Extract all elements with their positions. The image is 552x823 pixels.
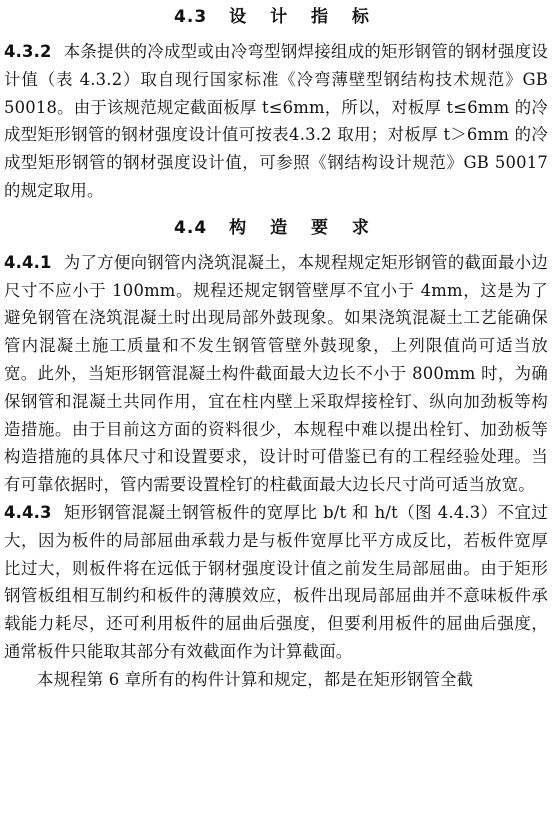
clause-text: 本条提供的冷成型或由冷弯型钢焊接组成的矩形钢管的钢材强度设计值（表 4.3.2）取自现行国家标准《冷弯薄壁型钢结构技术规范》GB 50018。由于该规范规定截面板厚 t≤6mm，所以，对板厚 t≤6mm 的冷成型矩形钢管的钢材强度设计值可按表4.3.2 取用；对板厚 t＞6mm 的冷成型矩形钢管的钢材强度设计值，可参照《钢结构设计规范》GB 50017 的规定取用。 xyxy=(4,42,548,200)
section-title: 构 造 要 求 xyxy=(229,217,378,238)
section-heading-4-3 xyxy=(4,6,548,28)
clause-number: 4.3.2 xyxy=(4,42,52,61)
section-number: 4.3 xyxy=(174,7,208,27)
paragraph-continuation: 本规程第 6 章所有的构件计算和规定，都是在矩形钢管全截 xyxy=(37,669,474,689)
clause-text: 矩形钢管混凝土钢管板件的宽厚比 b/t 和 h/t（图 4.4.3）不宜过大，因为板件的局部屈曲承载力是与板件宽厚比平方成反比，若板件宽厚比过大，则板件将在远低于钢材强度设计值之前发生局部屈曲。由于矩形钢管板组相互制约和板件的薄膜效应，板件出现局部屈曲并不意味板件承载能力耗尽，还可利用板件的屈曲后强度，但要利用板件的屈曲后强度，通常板件只能取其部分有效截面作为计算截面。 xyxy=(4,502,548,661)
section-number: 4.4 xyxy=(174,217,208,238)
clause-4-4-1 xyxy=(4,249,548,499)
section-heading-4-4 xyxy=(4,217,548,239)
clause-number: 4.4.3 xyxy=(4,502,52,522)
section-title: 设 计 指 标 xyxy=(229,7,378,27)
clause-4-4-3 xyxy=(4,499,548,666)
clause-number: 4.4.1 xyxy=(4,252,52,272)
clause-text: 为了方便向钢管内浇筑混凝土，本规程规定矩形钢管的截面最小边尺寸不应小于 100mm。规程还规定钢管壁厚不宜小于 4mm，这是为了避免钢管在浇筑混凝土时出现局部外鼓现象。如果浇筑混凝土工艺能确保管内混凝土施工质量和不发生钢管管壁外鼓现象，上列限值尚可适当放宽。此外，当矩形钢管混凝土构件截面最大边长不小于 800mm 时，为确保钢管和混凝土共同作用，宜在柱内壁上采取焊接栓钉、纵向加劲板等构造措施。由于目前这方面的资料很少，本规程中难以提出栓钉、加劲板等构造措施的具体尺寸和设置要求，设计时可借鉴已有的工程经验处理。当有可靠依据时，管内需要设置栓钉的柱截面最大边长尺寸尚可适当放宽。 xyxy=(4,252,548,495)
clause-4-3-2 xyxy=(4,38,548,205)
